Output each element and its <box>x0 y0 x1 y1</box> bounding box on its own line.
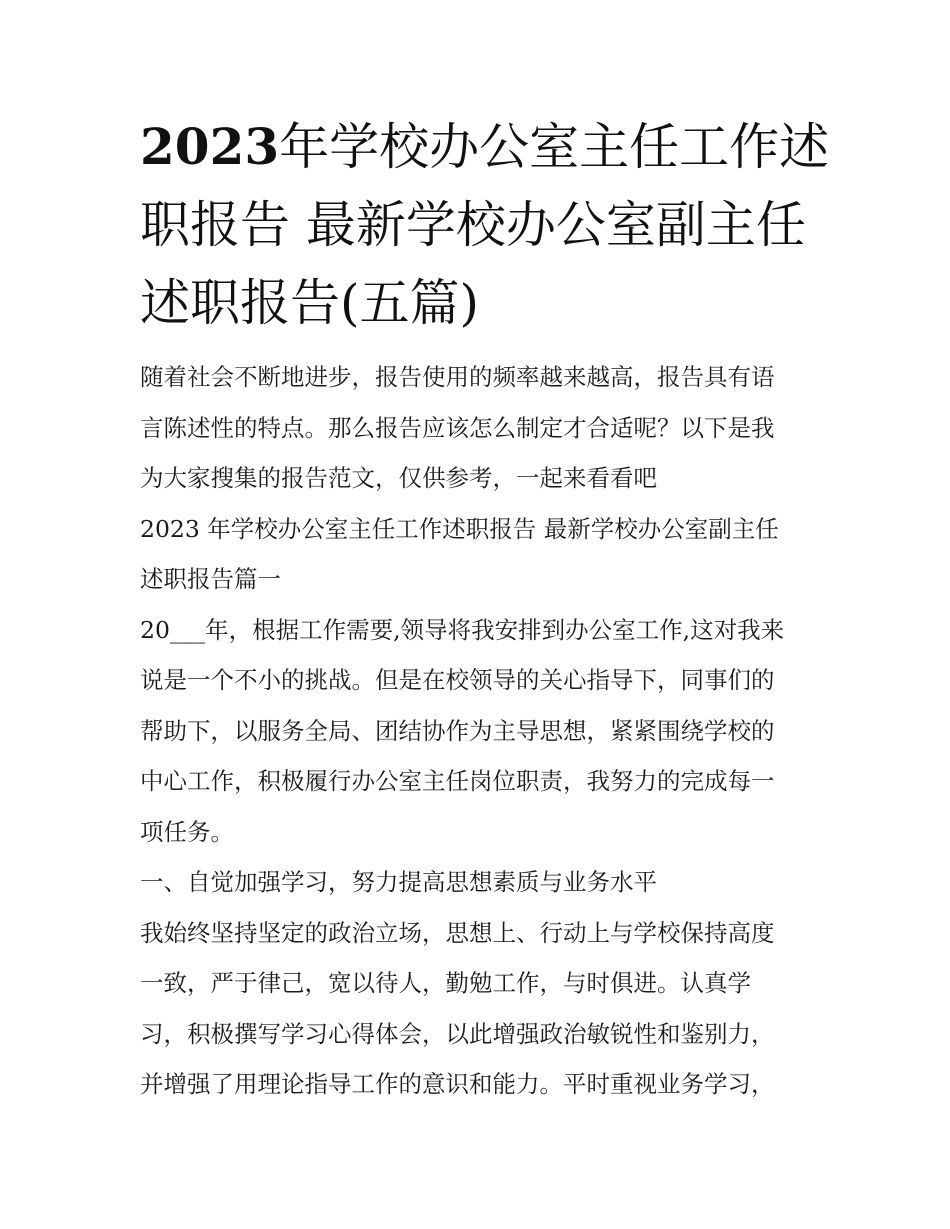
title-line: 职报告 最新学校办公室副主任 <box>140 196 806 254</box>
text-line: 20___年，根据工作需要,领导将我安排到办公室工作,这对我来 <box>140 615 785 644</box>
title-year: 2023 <box>140 117 280 176</box>
text-line: 中心工作，积极履行办公室主任岗位职责，我努力的完成每一 <box>140 767 775 795</box>
text-line: 习，积极撰写学习心得体会，以此增强政治敏锐性和鉴别力， <box>140 1019 775 1048</box>
document-title <box>140 108 830 342</box>
text-line: 一、自觉加强学习，努力提高思想素质与业务水平 <box>140 868 657 896</box>
section-heading <box>140 504 820 605</box>
document-body <box>140 108 830 1110</box>
title-line: 述职报告(五篇) <box>140 274 480 332</box>
text-line: 项任务。 <box>140 817 234 846</box>
text-line: 言陈述性的特点。那么报告应该怎么制定才合适呢？以下是我 <box>140 413 775 442</box>
title-line-text: 年学校办公室主任工作述 <box>279 118 830 176</box>
text-line: 为大家搜集的报告范文，仅供参考，一起来看看吧 <box>140 464 657 492</box>
body-paragraph <box>140 908 820 1110</box>
body-paragraph <box>140 605 820 858</box>
subsection-heading <box>140 857 820 908</box>
text-line: 并增强了用理论指导工作的意识和能力。平时重视业务学习， <box>140 1070 775 1098</box>
title-line <box>140 108 830 186</box>
text-line: 帮助下，以服务全局、团结协作为主导思想，紧紧围绕学校的 <box>140 716 775 745</box>
text-line: 随着社会不断地进步，报告使用的频率越来越高，报告具有语 <box>140 363 775 391</box>
text-line: 述职报告篇一 <box>140 565 281 593</box>
intro-paragraph <box>140 352 820 504</box>
text-line: 一致，严于律己，宽以待人，勤勉工作，与时俱进。认真学 <box>140 969 751 997</box>
text-line: 说是一个不小的挑战。但是在校领导的关心指导下，同事们的 <box>140 666 775 694</box>
text-line: 我始终坚持坚定的政治立场，思想上、行动上与学校保持高度 <box>140 918 775 947</box>
text-line: 2023 年学校办公室主任工作述职报告 最新学校办公室副主任 <box>140 514 779 543</box>
